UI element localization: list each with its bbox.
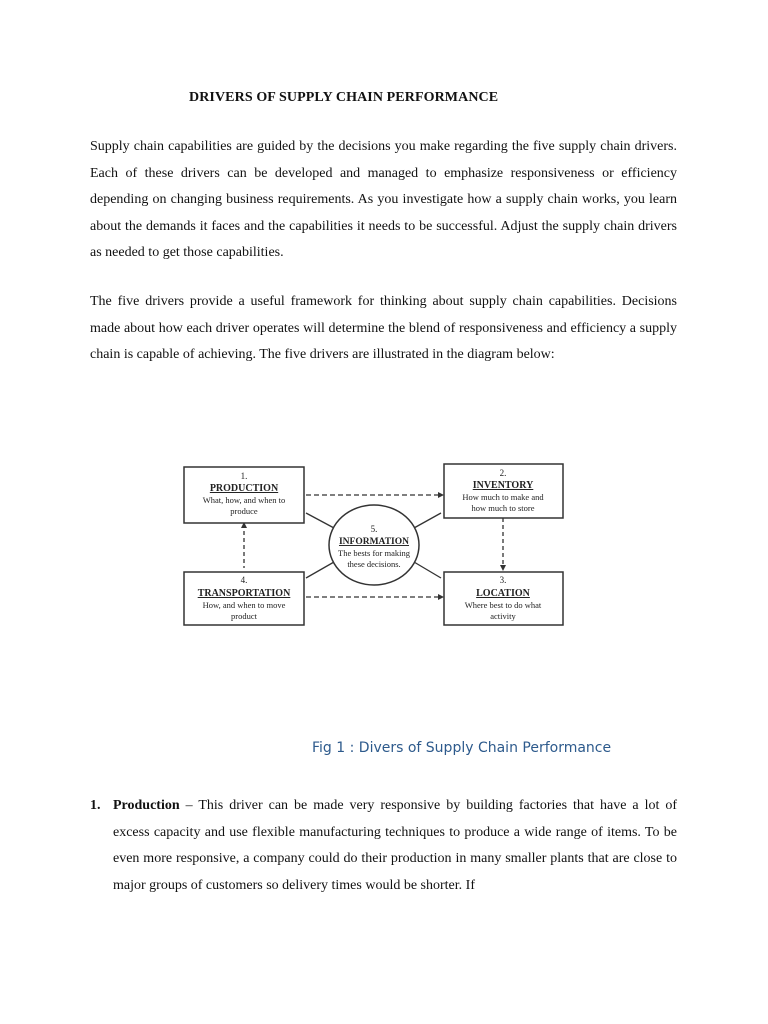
- arrowhead-location-down: [500, 565, 506, 571]
- supply-chain-drivers-diagram: [176, 458, 572, 630]
- information-line2: these decisions.: [347, 559, 401, 569]
- information-line1: The bests for making: [338, 548, 410, 558]
- inventory-line1: How much to make and: [462, 492, 544, 502]
- paragraph-framework: The five drivers provide a useful framework for thinking about supply chain capabilities. Decisions made about how each driver operates will determine the blend of responsiveness and efficiency a supply chain is capable of achieving. The five drivers are illustrated in the diagram below:: [90, 294, 677, 362]
- transportation-number: 4.: [240, 575, 248, 585]
- production-line2: produce: [230, 506, 258, 516]
- list-item-text: This driver can be made very responsive by building factories that have a lot of excess capacity and use flexible manufacturing techniques to produce a wide range of items. To be even more responsive, a company could do their production in many smaller plants that are close to major groups of customers so delivery times would be shorter. If: [113, 798, 677, 893]
- paragraph-intro: Supply chain capabilities are guided by the decisions you make regarding the five supply chain drivers. Each of these drivers can be developed and managed to emphasize responsiveness or efficiency depending on changing business requirements. As you investigate how a supply chain works, you learn about the demands it faces and the capabilities it needs to be successful. Adjust the supply chain drivers as needed to get those capabilities.: [90, 139, 677, 260]
- information-number: 5.: [370, 524, 378, 534]
- list-item-term: Production: [113, 798, 180, 813]
- figure-caption: Fig 1 : Divers of Supply Chain Performance: [312, 740, 612, 756]
- information-title: INFORMATION: [338, 537, 410, 547]
- inventory-number: 2.: [499, 468, 507, 478]
- list-item-dash: –: [179, 798, 199, 813]
- document-title: DRIVERS OF SUPPLY CHAIN PERFORMANCE: [189, 90, 499, 105]
- arrowhead-inventory: [438, 492, 444, 498]
- location-title: LOCATION: [476, 588, 530, 599]
- inventory-line2: how much to store: [471, 503, 535, 513]
- production-number: 1.: [240, 471, 248, 481]
- location-line1: Where best to do what: [464, 600, 542, 610]
- transportation-line1: How, and when to move: [202, 600, 286, 610]
- connector-transportation-information: [306, 562, 334, 578]
- transportation-title: TRANSPORTATION: [197, 588, 291, 599]
- location-number: 3.: [499, 575, 507, 585]
- location-line2: activity: [490, 611, 516, 621]
- connector-location-information: [414, 562, 441, 578]
- inventory-title: INVENTORY: [472, 480, 534, 491]
- production-line1: What, how, and when to: [202, 495, 286, 505]
- connector-production-information: [306, 513, 334, 528]
- production-title: PRODUCTION: [209, 483, 279, 494]
- list-item-body: [113, 793, 677, 899]
- arrowhead-location: [438, 594, 444, 600]
- connector-inventory-information: [414, 513, 441, 528]
- list-item-number: 1.: [90, 798, 101, 813]
- transportation-line2: product: [231, 611, 257, 621]
